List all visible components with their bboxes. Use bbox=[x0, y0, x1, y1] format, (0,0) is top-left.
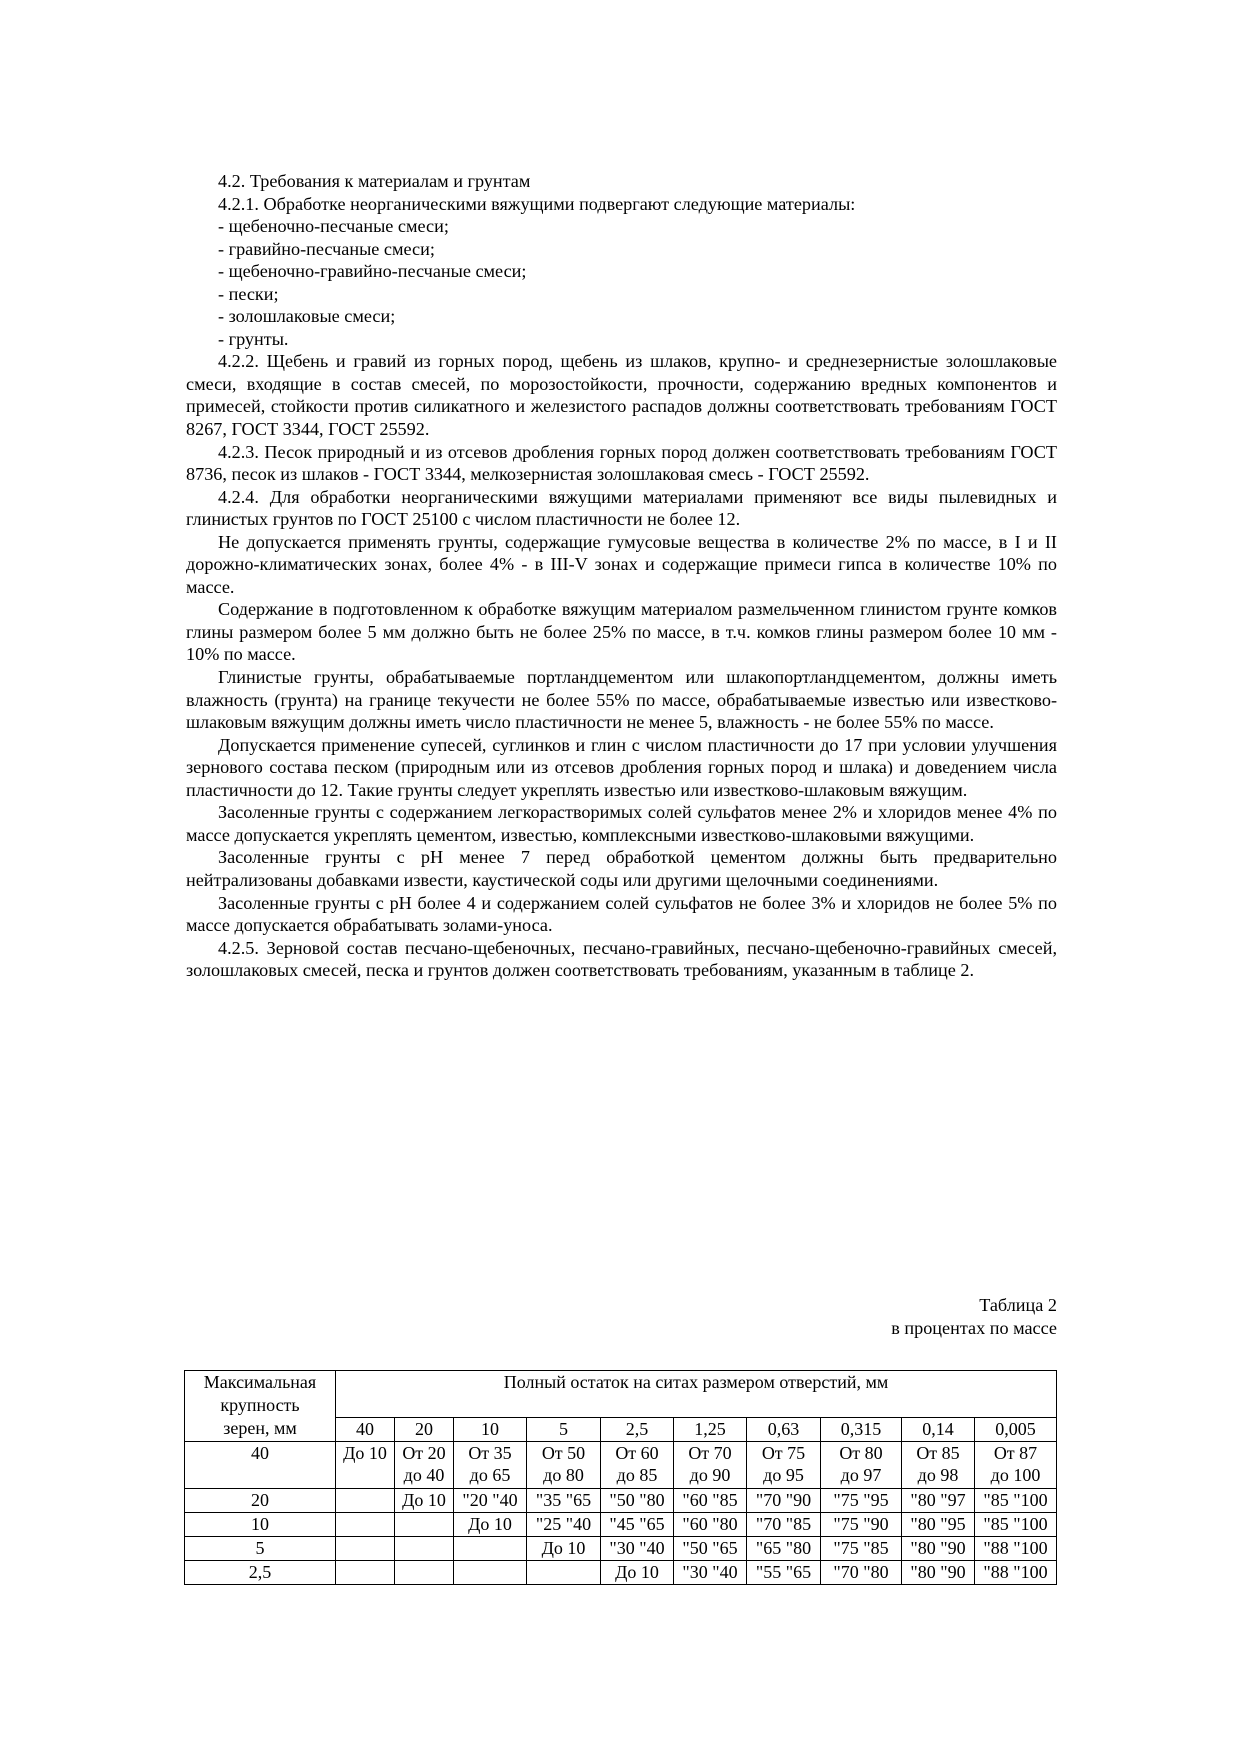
table-caption bbox=[186, 1294, 1057, 1339]
header-max-grain-size: Максимальная крупность зерен, мм bbox=[185, 1371, 336, 1442]
table-cell: "75 "90 bbox=[821, 1513, 902, 1537]
table-cell bbox=[454, 1561, 527, 1585]
table-cell bbox=[395, 1513, 454, 1537]
table-cell: От 20 до 40 bbox=[395, 1442, 454, 1489]
table-cell: До 10 bbox=[336, 1442, 395, 1489]
table-cell: "88 "100 bbox=[975, 1537, 1057, 1561]
header-sieve-size: 40 bbox=[336, 1418, 395, 1442]
header-sieve-size: 0,005 bbox=[975, 1418, 1057, 1442]
table-cell: "60 "85 bbox=[674, 1489, 747, 1513]
paragraph-sandy-loam: Допускается применение супесей, суглинков и глин с числом пластичности до 17 при условии улучшения зернового состава песком (природным или из отсевов дробления горных пород и шлака) и доведением числа пластичности до 12. Такие грунты следует укреплять известью или известково-шлаковым вяжущим. bbox=[186, 734, 1057, 800]
table-cell: От 35 до 65 bbox=[454, 1442, 527, 1489]
table-cell: "65 "80 bbox=[747, 1537, 821, 1561]
table-row bbox=[185, 1537, 1057, 1561]
material-item: - щебеночно-гравийно-песчаные смеси; bbox=[218, 261, 527, 282]
table-cell bbox=[336, 1561, 395, 1585]
document-body bbox=[186, 170, 1057, 982]
table-row bbox=[185, 1513, 1057, 1537]
table-row bbox=[185, 1561, 1057, 1585]
table-cell bbox=[395, 1561, 454, 1585]
table-cell: "80 "90 bbox=[902, 1561, 975, 1585]
table-cell: От 70 до 90 bbox=[674, 1442, 747, 1489]
table-cell: "85 "100 bbox=[975, 1513, 1057, 1537]
header-sieve-size: 20 bbox=[395, 1418, 454, 1442]
table-cell: "80 "97 bbox=[902, 1489, 975, 1513]
table-cell: "30 "40 bbox=[601, 1537, 674, 1561]
paragraph-4-2-3: 4.2.3. Песок природный и из отсевов дробления горных пород должен соответствовать требованиям ГОСТ 8736, песок из шлаков - ГОСТ 3344, мелкозернистая золошлаковая смесь - ГОСТ 25592. bbox=[186, 441, 1057, 485]
material-item: - щебеночно-песчаные смеси; bbox=[218, 216, 449, 237]
table-cell: "20 "40 bbox=[454, 1489, 527, 1513]
table-cell: "80 "95 bbox=[902, 1513, 975, 1537]
material-item: - грунты. bbox=[218, 328, 289, 349]
table-cell: "80 "90 bbox=[902, 1537, 975, 1561]
paragraph-4-2-2: 4.2.2. Щебень и гравий из горных пород, щебень из шлаков, крупно- и среднезернистые золошлаковые смеси, входящие в состав смесей, по морозостойкости, прочности, содержанию вредных компонентов и примесей, стойкости против силикатного и железистого распадов должны соответствовать требованиям ГОСТ 8267, ГОСТ 3344, ГОСТ 25592. bbox=[186, 351, 1057, 440]
paragraph-humus: Не допускается применять грунты, содержащие гумусовые вещества в количестве 2% по массе, в I и II дорожно-климатических зонах, более 4% - в III-V зонах и содержащие примеси гипса в количестве 10% по массе. bbox=[186, 531, 1057, 597]
section-heading: 4.2. Требования к материалам и грунтам bbox=[218, 171, 531, 191]
table-cell: "50 "65 bbox=[674, 1537, 747, 1561]
header-sieve-residue: Полный остаток на ситах размером отверстий, мм bbox=[336, 1371, 1057, 1418]
paragraph-clay-soils: Глинистые грунты, обрабатываемые портландцементом или шлакопортландцементом, должны иметь влажность (грунта) на границе текучести не более 55% по массе, обрабатываемые известью или известково-шлаковым вяжущим должны иметь число пластичности не менее 5, влажность - не более 55% по массе. bbox=[186, 667, 1057, 733]
table-cell bbox=[395, 1537, 454, 1561]
table-cell: "55 "65 bbox=[747, 1561, 821, 1585]
table-cell: "75 "85 bbox=[821, 1537, 902, 1561]
table-units: в процентах по массе bbox=[891, 1317, 1057, 1338]
paragraph-4-2-4: 4.2.4. Для обработки неорганическими вяжущими материалами применяют все виды пылевидных и глинистых грунтов по ГОСТ 25100 с числом пластичности не более 12. bbox=[186, 486, 1057, 530]
paragraph-saline-1: Засоленные грунты с содержанием легкорастворимых солей сульфатов менее 2% и хлоридов менее 4% по массе допускается укреплять цементом, известью, комплексными известково-шлаковыми вяжущими. bbox=[186, 802, 1057, 845]
row-max-size: 20 bbox=[185, 1489, 336, 1513]
grain-composition-table bbox=[184, 1370, 1057, 1585]
table-cell: "70 "85 bbox=[747, 1513, 821, 1537]
row-max-size: 10 bbox=[185, 1513, 336, 1537]
paragraph-saline-2: Засоленные грунты с pH менее 7 перед обработкой цементом должны быть предварительно нейтрализованы добавками извести, каустической соды или другими щелочными соединениями. bbox=[186, 847, 1057, 890]
subsection-4-2-1: 4.2.1. Обработке неорганическими вяжущими подвергают следующие материалы: bbox=[218, 193, 856, 214]
table-cell bbox=[454, 1537, 527, 1561]
paragraph-clay-lumps: Содержание в подготовленном к обработке вяжущим материалом размельченном глинистом грунте комков глины размером более 5 мм должно быть не более 25% по массе, в т.ч. комков глины размером более 10 мм - 10% по массе. bbox=[186, 599, 1057, 665]
table-cell: "88 "100 bbox=[975, 1561, 1057, 1585]
header-sieve-size: 1,25 bbox=[674, 1418, 747, 1442]
table-cell: От 85 до 98 bbox=[902, 1442, 975, 1489]
header-sieve-size: 0,315 bbox=[821, 1418, 902, 1442]
material-item: - пески; bbox=[218, 283, 279, 304]
table-cell: "25 "40 bbox=[527, 1513, 601, 1537]
table-cell: "75 "95 bbox=[821, 1489, 902, 1513]
table-cell: "70 "90 bbox=[747, 1489, 821, 1513]
table-cell bbox=[336, 1537, 395, 1561]
table-cell bbox=[336, 1513, 395, 1537]
table-row bbox=[185, 1489, 1057, 1513]
header-sieve-size: 10 bbox=[454, 1418, 527, 1442]
table-row bbox=[185, 1442, 1057, 1489]
table-cell: "70 "80 bbox=[821, 1561, 902, 1585]
table-cell: От 75 до 95 bbox=[747, 1442, 821, 1489]
row-max-size: 40 bbox=[185, 1442, 336, 1489]
paragraph-4-2-5: 4.2.5. Зерновой состав песчано-щебеночных, песчано-гравийных, песчано-щебеночно-гравийных смесей, золошлаковых смесей, песка и грунтов должен соответствовать требованиям, указанным в таблице 2. bbox=[186, 937, 1057, 981]
material-item: - гравийно-песчаные смеси; bbox=[218, 238, 435, 259]
header-sieve-size: 0,14 bbox=[902, 1418, 975, 1442]
table-cell: "50 "80 bbox=[601, 1489, 674, 1513]
table-cell bbox=[336, 1489, 395, 1513]
table-cell: От 87 до 100 bbox=[975, 1442, 1057, 1489]
table-number: Таблица 2 bbox=[979, 1295, 1057, 1315]
header-sieve-size: 2,5 bbox=[601, 1418, 674, 1442]
row-max-size: 2,5 bbox=[185, 1561, 336, 1585]
table-cell: До 10 bbox=[601, 1561, 674, 1585]
material-item: - золошлаковые смеси; bbox=[218, 306, 396, 327]
row-max-size: 5 bbox=[185, 1537, 336, 1561]
table-cell: "35 "65 bbox=[527, 1489, 601, 1513]
table-cell: До 10 bbox=[395, 1489, 454, 1513]
table-cell: "60 "80 bbox=[674, 1513, 747, 1537]
table-cell: "30 "40 bbox=[674, 1561, 747, 1585]
paragraph-saline-3: Засоленные грунты с pH более 4 и содержанием солей сульфатов не более 3% и хлоридов не более 5% по массе допускается обрабатывать золами-уноса. bbox=[186, 892, 1057, 936]
table-cell: "85 "100 bbox=[975, 1489, 1057, 1513]
table-cell: До 10 bbox=[454, 1513, 527, 1537]
table-cell: До 10 bbox=[527, 1537, 601, 1561]
table-cell: "45 "65 bbox=[601, 1513, 674, 1537]
table-cell bbox=[527, 1561, 601, 1585]
header-sieve-size: 5 bbox=[527, 1418, 601, 1442]
table-cell: От 80 до 97 bbox=[821, 1442, 902, 1489]
table-cell: От 50 до 80 bbox=[527, 1442, 601, 1489]
header-sieve-size: 0,63 bbox=[747, 1418, 821, 1442]
table-cell: От 60 до 85 bbox=[601, 1442, 674, 1489]
